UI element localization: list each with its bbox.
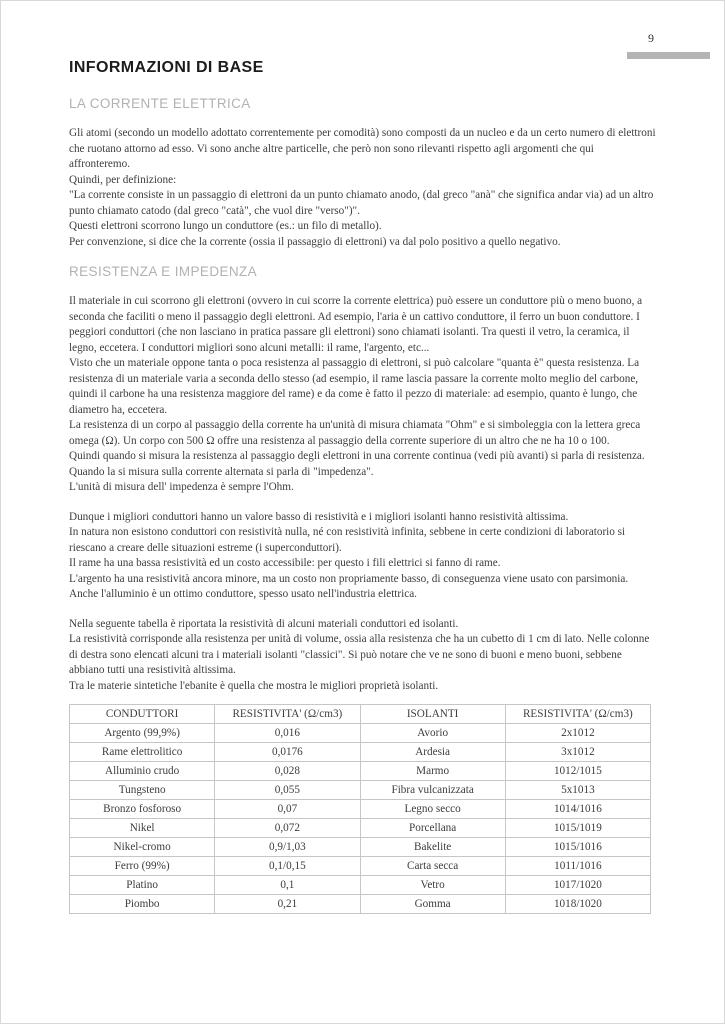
page-content — [69, 59, 657, 914]
table-row — [70, 781, 651, 800]
paragraph: La resistività corrisponde alla resistenza per unità di volume, ossia alla resistenza che ha un cubetto di 1 cm di lato. Nelle colonne di destra sono elencati alcuni tra i materiali isolanti "classici". Si può notare che ve ne sono di buoni e meno buoni, sebbene abbiano tutti una resistività altissima. — [69, 633, 650, 676]
paragraph: Dunque i migliori conduttori hanno un valore basso di resistività e i migliori isolanti hanno resistività altissima. — [69, 510, 569, 523]
table-row — [70, 800, 651, 819]
table-header-isolanti: ISOLANTI — [360, 705, 505, 724]
table-cell: Ferro (99%) — [70, 857, 215, 876]
paragraph: Quindi quando si misura la resistenza al passaggio degli elettroni in una corrente continua (vedi più avanti) si parla di resistenza. Quando la si misura sulla corrente alternata si parla di "impedenza". — [69, 450, 645, 478]
table-cell: 0,0176 — [215, 743, 360, 762]
paragraph: "La corrente consiste in un passaggio di elettroni da un punto chiamato anodo, (dal greco "anà" che significa andar via) ad un altro punto chiamato catodo (dal greco "catà", che vuol dire "verso")". — [69, 189, 654, 217]
table-row — [70, 895, 651, 914]
table-cell: Nikel — [70, 819, 215, 838]
table-cell: Bakelite — [360, 838, 505, 857]
table-row — [70, 819, 651, 838]
table-header-conduttori: CONDUTTORI — [70, 705, 215, 724]
table-cell: Vetro — [360, 876, 505, 895]
table-cell: Bronzo fosforoso — [70, 800, 215, 819]
table-cell: 0,07 — [215, 800, 360, 819]
paragraph: Il materiale in cui scorrono gli elettroni (ovvero in cui scorre la corrente elettrica) può essere un conduttore più o meno buono, a seconda che faciliti o meno il passaggio degli elettroni. Ad esempio, l'aria è un cattivo conduttore, il ferro un buon conduttore. I peggiori conduttori (che non lasciano in pratica passare gli elettroni) sono chiamati isolanti. Tra questi il vetro, la ceramica, il legno, eccetera. I conduttori migliori sono alcuni metalli: il rame, l'argento, etc... — [69, 295, 643, 354]
table-cell: 1011/1016 — [505, 857, 650, 876]
table-cell: Alluminio crudo — [70, 762, 215, 781]
table-cell: 0,072 — [215, 819, 360, 838]
table-cell: Tungsteno — [70, 781, 215, 800]
paragraph: L'argento ha una resistività ancora minore, ma un costo non propriamente basso, di conseguenza viene usato con parsimonia. Anche l'alluminio è un ottimo conduttore, spesso usato nell'industria elettrica. — [69, 572, 629, 600]
table-row — [70, 857, 651, 876]
paragraph: Gli atomi (secondo un modello adottato correntemente per comodità) sono composti da un nucleo e da un certo numero di elettroni che ruotano attorno ad esso. Vi sono anche altre particelle, che però non sono rilevanti rispetto agli argomenti che qui affronteremo. — [69, 127, 656, 170]
paragraph: Nella seguente tabella è riportata la resistività di alcuni materiali conduttori ed isolanti. — [69, 617, 459, 630]
paragraph: L'unità di misura dell' impedenza è sempre l'Ohm. — [69, 481, 294, 493]
paragraph: Questi elettroni scorrono lungo un conduttore (es.: un filo di metallo). — [69, 220, 382, 232]
page-number-bar — [627, 52, 710, 59]
paragraph: Il rame ha una bassa resistività ed un costo accessibile: per questo i fili elettrici si fanno di rame. — [69, 557, 501, 569]
table-cell: Carta secca — [360, 857, 505, 876]
table-header-resistivita-isolanti: RESISTIVITA' (Ω/cm3) — [505, 705, 650, 724]
table-row — [70, 743, 651, 762]
section-heading-resistenza: RESISTENZA E IMPEDENZA — [69, 264, 258, 279]
table-cell: Rame elettrolitico — [70, 743, 215, 762]
paragraph: Per convenzione, si dice che la corrente (ossia il passaggio di elettroni) va dal polo positivo a quello negativo. — [69, 235, 561, 248]
paragraph: Tra le materie sintetiche l'ebanite è quella che mostra le migliori proprietà isolanti. — [69, 679, 439, 692]
page-title: INFORMAZIONI DI BASE — [69, 59, 264, 76]
table-cell: Ardesia — [360, 743, 505, 762]
paragraph: In natura non esistono conduttori con resistività nulla, né con resistività infinita, sebbene in certe condizioni di laboratorio si riescano a creare delle situazioni estreme (i superconduttori). — [69, 526, 626, 554]
table-cell: Porcellana — [360, 819, 505, 838]
table-row — [70, 876, 651, 895]
table-row — [70, 762, 651, 781]
table-cell: 0,9/1,03 — [215, 838, 360, 857]
table-cell: 3x1012 — [505, 743, 650, 762]
table-cell: 0,21 — [215, 895, 360, 914]
resistivity-table — [69, 704, 651, 914]
table-cell: 1015/1019 — [505, 819, 650, 838]
page-number: 9 — [648, 31, 654, 45]
table-cell: 1014/1016 — [505, 800, 650, 819]
table-cell: 1015/1016 — [505, 838, 650, 857]
table-cell: Avorio — [360, 724, 505, 743]
table-cell: 0,016 — [215, 724, 360, 743]
table-header-row — [70, 705, 651, 724]
table-cell: Nikel-cromo — [70, 838, 215, 857]
table-header-resistivita-conduttori: RESISTIVITA' (Ω/cm3) — [215, 705, 360, 724]
table-cell: Fibra vulcanizzata — [360, 781, 505, 800]
paragraph: Quindi, per definizione: — [69, 173, 177, 186]
table-cell: Argento (99,9%) — [70, 724, 215, 743]
table-cell: 5x1013 — [505, 781, 650, 800]
resistivity-table-body — [70, 724, 651, 914]
section-resistenza-text-1 — [69, 294, 657, 496]
paragraph: La resistenza di un corpo al passaggio della corrente ha un'unità di misura chiamata "Ohm" e si simboleggia con la lettera greca omega (Ω). Un corpo con 500 Ω offre una resistenza al passaggio della corrente superiore di un altro che ne ha 10 o 100. — [69, 419, 641, 447]
table-cell: 1012/1015 — [505, 762, 650, 781]
section-heading-corrente: LA CORRENTE ELETTRICA — [69, 96, 251, 111]
table-cell: Platino — [70, 876, 215, 895]
table-row — [70, 724, 651, 743]
table-cell: 0,028 — [215, 762, 360, 781]
table-cell: 0,055 — [215, 781, 360, 800]
table-row — [70, 838, 651, 857]
table-cell: 0,1/0,15 — [215, 857, 360, 876]
table-cell: Gomma — [360, 895, 505, 914]
table-cell: 1017/1020 — [505, 876, 650, 895]
table-cell: Legno secco — [360, 800, 505, 819]
table-cell: 2x1012 — [505, 724, 650, 743]
table-cell: Marmo — [360, 762, 505, 781]
table-cell: 0,1 — [215, 876, 360, 895]
section-resistenza-text-2 — [69, 510, 657, 603]
section-resistenza-text-3 — [69, 617, 657, 695]
paragraph: Visto che un materiale oppone tanta o poca resistenza al passaggio di elettroni, si può calcolare "quanta è" questa resistenza. La resistenza di un materiale varia a seconda dello stesso (ad esempio, il rame lascia passare la corrente molto meglio del carbone, quindi il carbone ha una resistenza maggiore del rame) e da come è fatto il pezzo di materiale: ad esempio, quanto è lungo, che diametro ha, eccetera. — [69, 357, 640, 416]
table-cell: Piombo — [70, 895, 215, 914]
section-corrente-text — [69, 126, 657, 250]
table-cell: 1018/1020 — [505, 895, 650, 914]
